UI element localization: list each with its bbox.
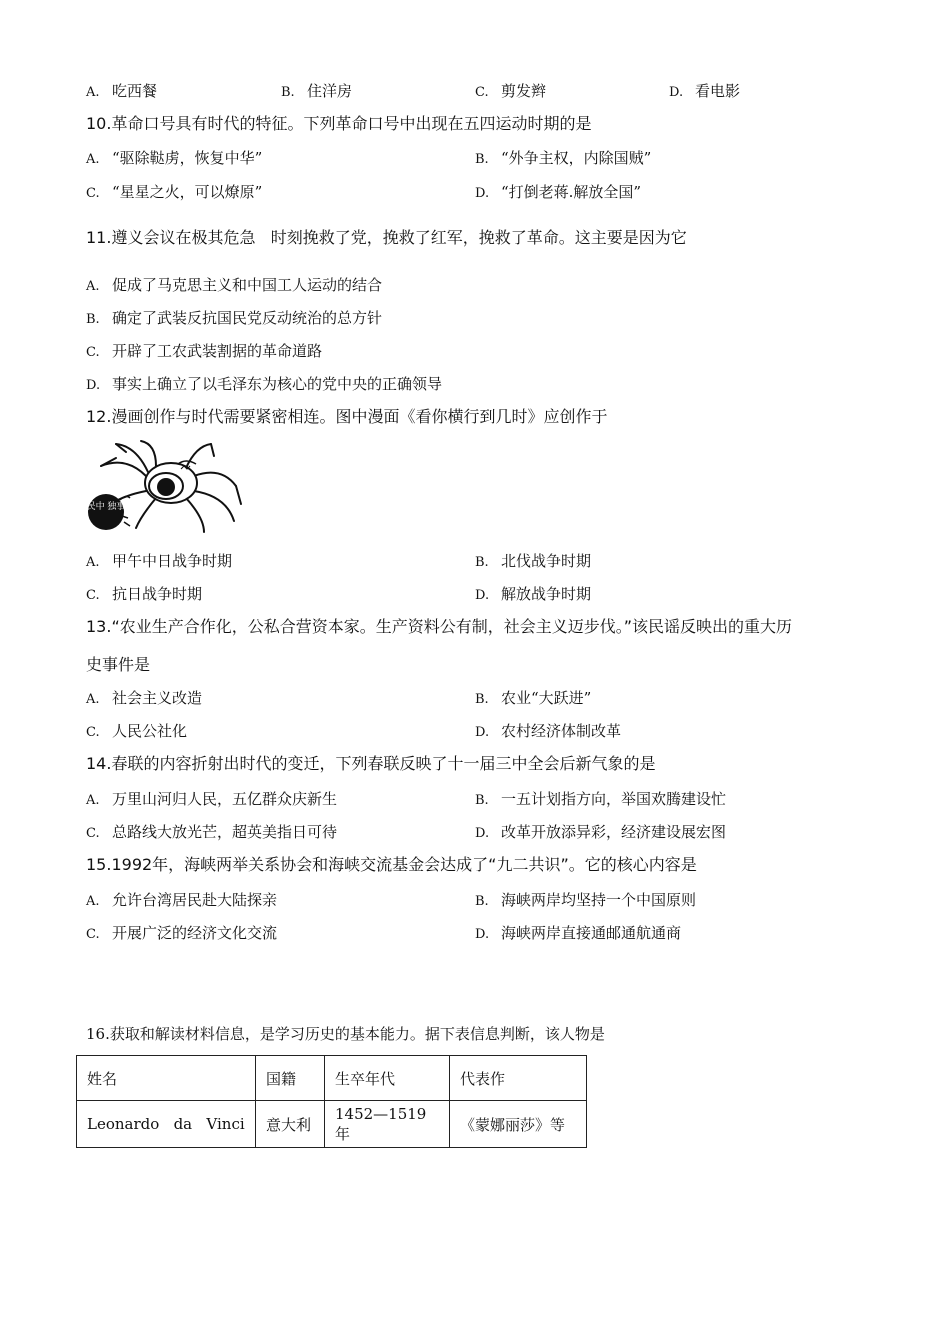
q9-option-b: B. 住洋房: [281, 82, 353, 100]
q14-option-b: B. 一五计划指方向，举国欢腾建设忙: [475, 790, 727, 808]
table-row: [77, 1101, 587, 1148]
q12-option-b: B. 北伐战争时期: [475, 552, 592, 570]
q15-option-d: D. 海峡两岸直接通邮通航通商: [475, 924, 682, 942]
bomb-label: 民中 独事: [86, 502, 126, 512]
q12-option-c: C. 抗日战争时期: [86, 585, 203, 603]
q10-stem: 10.革命口号具有时代的特征。下列革命口号中出现在五四运动时期的是: [86, 114, 592, 133]
table-header-cell: 国籍: [256, 1056, 325, 1101]
q10-option-c: C. “星星之火，可以燎原”: [86, 183, 263, 201]
q15-option-b: B. 海峡两岸均坚持一个中国原则: [475, 891, 697, 909]
q10-option-d: D. “打倒老蒋.解放全国”: [475, 183, 642, 201]
q14-option-c: C. 总路线大放光芒，超英美指日可待: [86, 823, 338, 841]
table-header-row: [77, 1056, 587, 1101]
table-header-cell: 姓名: [77, 1056, 256, 1101]
table-header-cell: 代表作: [450, 1056, 587, 1101]
q13-option-c: C. 人民公社化: [86, 722, 188, 740]
q14-stem: 14.春联的内容折射出时代的变迁，下列春联反映了十一届三中全会后新气象的是: [86, 754, 656, 773]
q12-option-a: A. 甲午中日战争时期: [86, 552, 233, 570]
q15-option-c: C. 开展广泛的经济文化交流: [86, 924, 278, 942]
table-cell-name: Leonardo da Vinci: [77, 1101, 256, 1148]
crab-cartoon-image: [86, 436, 246, 536]
q13-stem-line2: 史事件是: [86, 655, 151, 674]
q9-option-c: C. 剪发辫: [475, 82, 547, 100]
table-cell-work: 《蒙娜丽莎》等: [450, 1101, 587, 1148]
q13-stem-line1: 13.“农业生产合作化，公私合营资本家。生产资料公有制，社会主义迈步伐。”该民谣反映出的重大历: [86, 617, 793, 636]
q11-option-c: C. 开辟了工农武装割据的革命道路: [86, 342, 323, 360]
q9-option-d: D. 看电影: [669, 82, 741, 100]
q12-stem: 12.漫画创作与时代需要紧密相连。图中漫面《看你横行到几时》应创作于: [86, 407, 608, 426]
q10-option-b: B. “外争主权，内除国贼”: [475, 149, 652, 167]
q16-stem: 16.获取和解读材料信息，是学习历史的基本能力。据下表信息判断，该人物是: [86, 1025, 605, 1043]
q11-stem: 11.遵义会议在极其危急 时刻挽救了党，挽救了红军，挽救了革命。这主要是因为它: [86, 228, 687, 247]
q13-option-a: A. 社会主义改造: [86, 689, 203, 707]
person-info-table: [76, 1055, 587, 1148]
q9-option-a: A. 吃西餐: [86, 82, 158, 100]
q13-option-b: B. 农业“大跃进”: [475, 689, 592, 707]
table-cell-nationality: 意大利: [256, 1101, 325, 1148]
q14-option-d: D. 改革开放添异彩，经济建设展宏图: [475, 823, 727, 841]
q11-option-d: D. 事实上确立了以毛泽东为核心的党中央的正确领导: [86, 375, 443, 393]
q14-option-a: A. 万里山河归人民，五亿群众庆新生: [86, 790, 338, 808]
table-cell-years: 1452—1519 年: [325, 1101, 450, 1148]
q15-option-a: A. 允许台湾居民赴大陆探亲: [86, 891, 278, 909]
table-header-cell: 生卒年代: [325, 1056, 450, 1101]
q11-option-b: B. 确定了武装反抗国民党反动统治的总方针: [86, 309, 383, 327]
q11-option-a: A. 促成了马克思主义和中国工人运动的结合: [86, 276, 383, 294]
q12-option-d: D. 解放战争时期: [475, 585, 592, 603]
q10-option-a: A. “驱除鞑虏，恢复中华”: [86, 149, 263, 167]
q13-option-d: D. 农村经济体制改革: [475, 722, 622, 740]
q15-stem: 15.1992年，海峡两举关系协会和海峡交流基金会达成了“九二共识”。它的核心内容是: [86, 855, 697, 874]
